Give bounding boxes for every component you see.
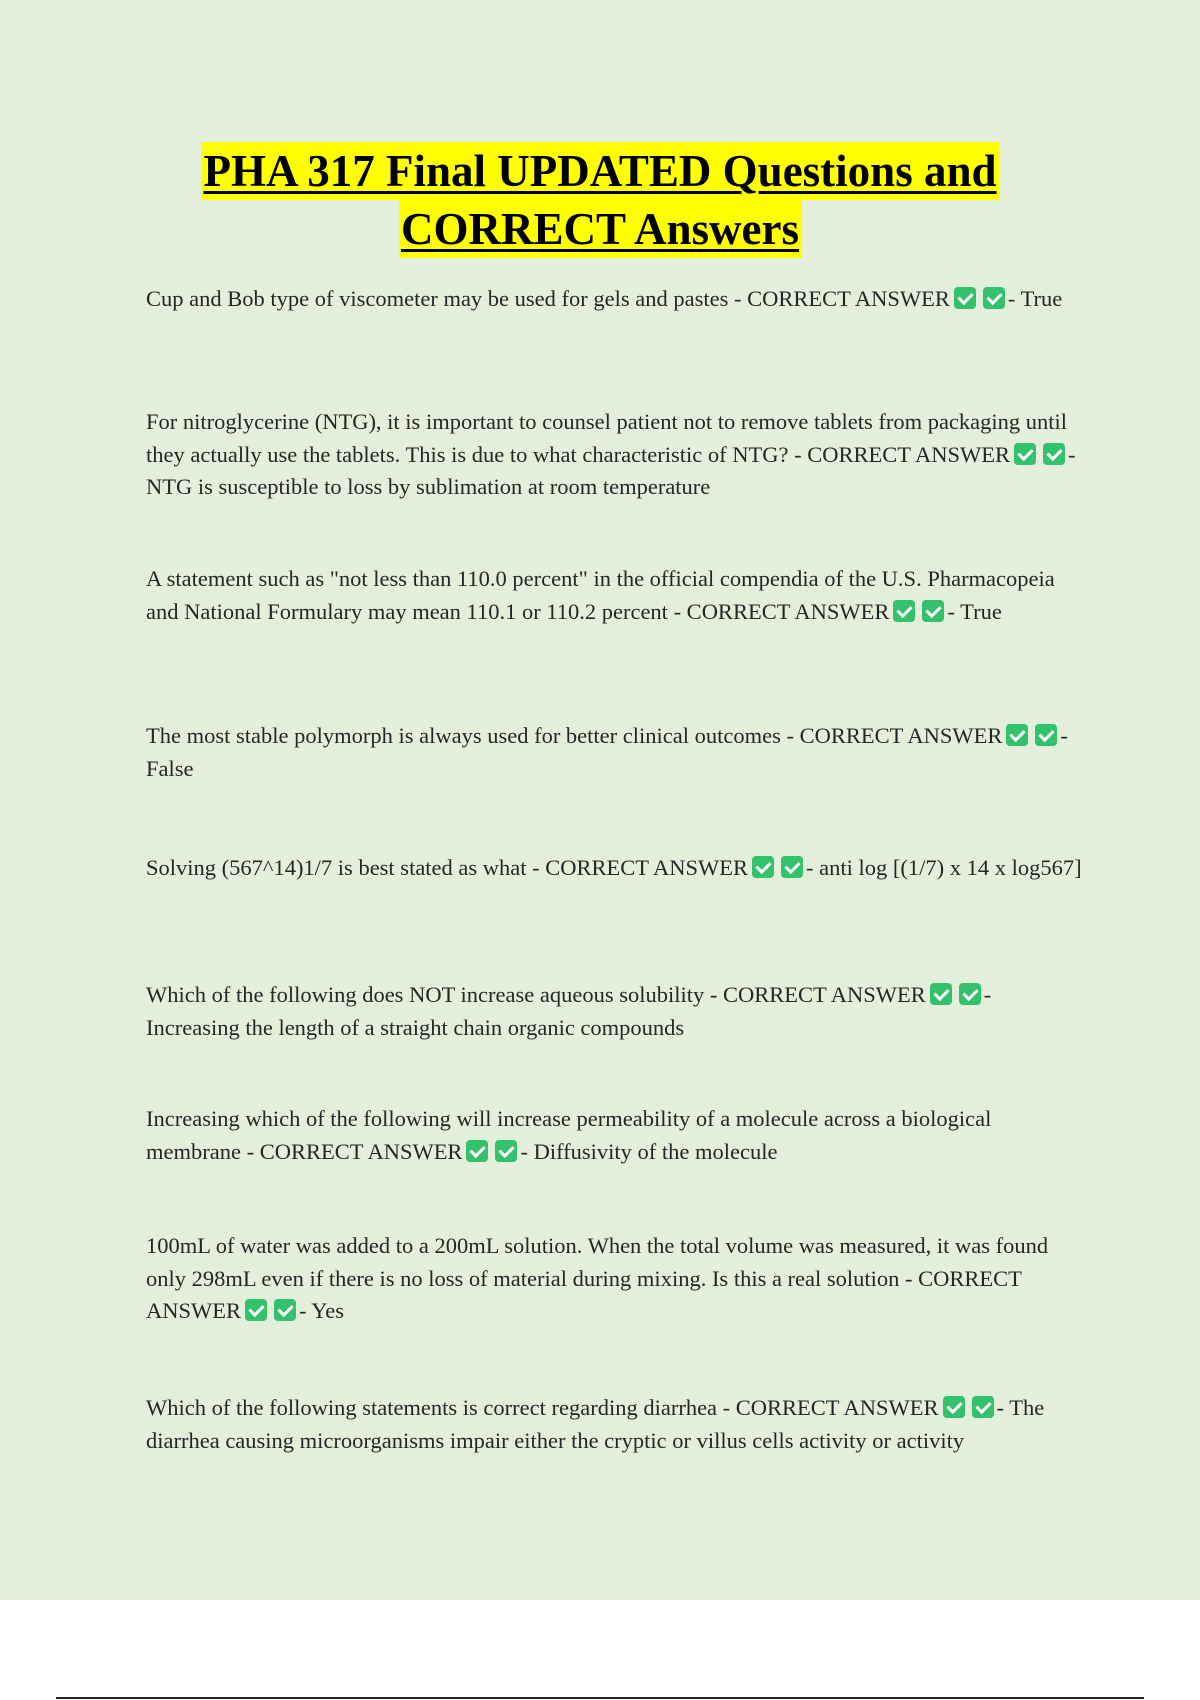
answer-text: - Diffusivity of the molecule [520, 1138, 778, 1164]
check-box-icon [1043, 443, 1065, 465]
answer-text: - True [947, 598, 1002, 624]
question-text: Cup and Bob type of viscometer may be used for gels and pastes - CORRECT ANSWER [146, 286, 950, 311]
check-box-icon [245, 1299, 267, 1321]
check-box-icon [1006, 724, 1028, 746]
qa-item [146, 1392, 1086, 1457]
page-title [0, 142, 1200, 258]
check-box-icon [954, 287, 976, 309]
qa-item [146, 979, 1086, 1044]
check-box-icon [983, 287, 1005, 309]
check-box-icon [959, 983, 981, 1005]
check-box-icon [893, 600, 915, 622]
check-box-icon [1035, 724, 1057, 746]
answer-text: - False [146, 723, 1068, 781]
qa-item [146, 406, 1086, 504]
answer-text: - Yes [299, 1298, 345, 1323]
question-text: A statement such as "not less than 110.0 percent" in the official compendia of the U.S. Pharmacopeia and National Formulary may mean 110.1 or 110.2 percent - CORRECT ANSWER [146, 566, 1055, 624]
qa-item [146, 1103, 1086, 1168]
qa-item [146, 563, 1086, 628]
qa-item [146, 852, 1086, 885]
qa-item [146, 720, 1086, 785]
check-box-icon [972, 1396, 994, 1418]
question-text: For nitroglycerine (NTG), it is important to counsel patient not to remove tablets from packaging until they actually use the tablets. This is due to what characteristic of NTG? - CORRECT ANSWER [146, 409, 1068, 467]
answer-text: - True [1007, 286, 1063, 311]
answer-text: - The diarrhea causing microorganisms impair either the cryptic or villus cells activity or activity [146, 1395, 1045, 1453]
check-box-icon [495, 1140, 517, 1162]
answer-text: - anti log [(1/7) x 14 x log567] [806, 855, 1082, 880]
question-text: Increasing which of the following will increase permeability of a molecule across a biological membrane - CORRECT ANSWER [146, 1106, 992, 1164]
qa-item [146, 283, 1086, 316]
check-box-icon [943, 1396, 965, 1418]
answer-text: - NTG is susceptible to loss by sublimation at room temperature [146, 441, 1076, 499]
title-line-1: PHA 317 Final UPDATED Questions and [201, 142, 998, 200]
title-line-2: CORRECT Answers [399, 200, 801, 258]
check-box-icon [466, 1140, 488, 1162]
qa-item [146, 1230, 1086, 1328]
check-box-icon [274, 1299, 296, 1321]
footer-divider [56, 1697, 1144, 1699]
check-box-icon [930, 983, 952, 1005]
question-text: Which of the following statements is correct regarding diarrhea - CORRECT ANSWER [146, 1395, 939, 1420]
check-box-icon [1014, 443, 1036, 465]
question-text: 100mL of water was added to a 200mL solution. When the total volume was measured, it was found only 298mL even if there is no loss of material during mixing. Is this a real solution - CORRECT ANSWER [146, 1233, 1049, 1323]
check-box-icon [781, 856, 803, 878]
answer-text: - Increasing the length of a straight chain organic compounds [146, 982, 992, 1040]
question-text: Which of the following does NOT increase aqueous solubility - CORRECT ANSWER [146, 982, 926, 1007]
question-text: The most stable polymorph is always used for better clinical outcomes - CORRECT ANSWER [146, 723, 1003, 748]
check-box-icon [922, 600, 944, 622]
question-text: Solving (567^14)1/7 is best stated as what - CORRECT ANSWER [146, 855, 749, 880]
check-box-icon [752, 856, 774, 878]
